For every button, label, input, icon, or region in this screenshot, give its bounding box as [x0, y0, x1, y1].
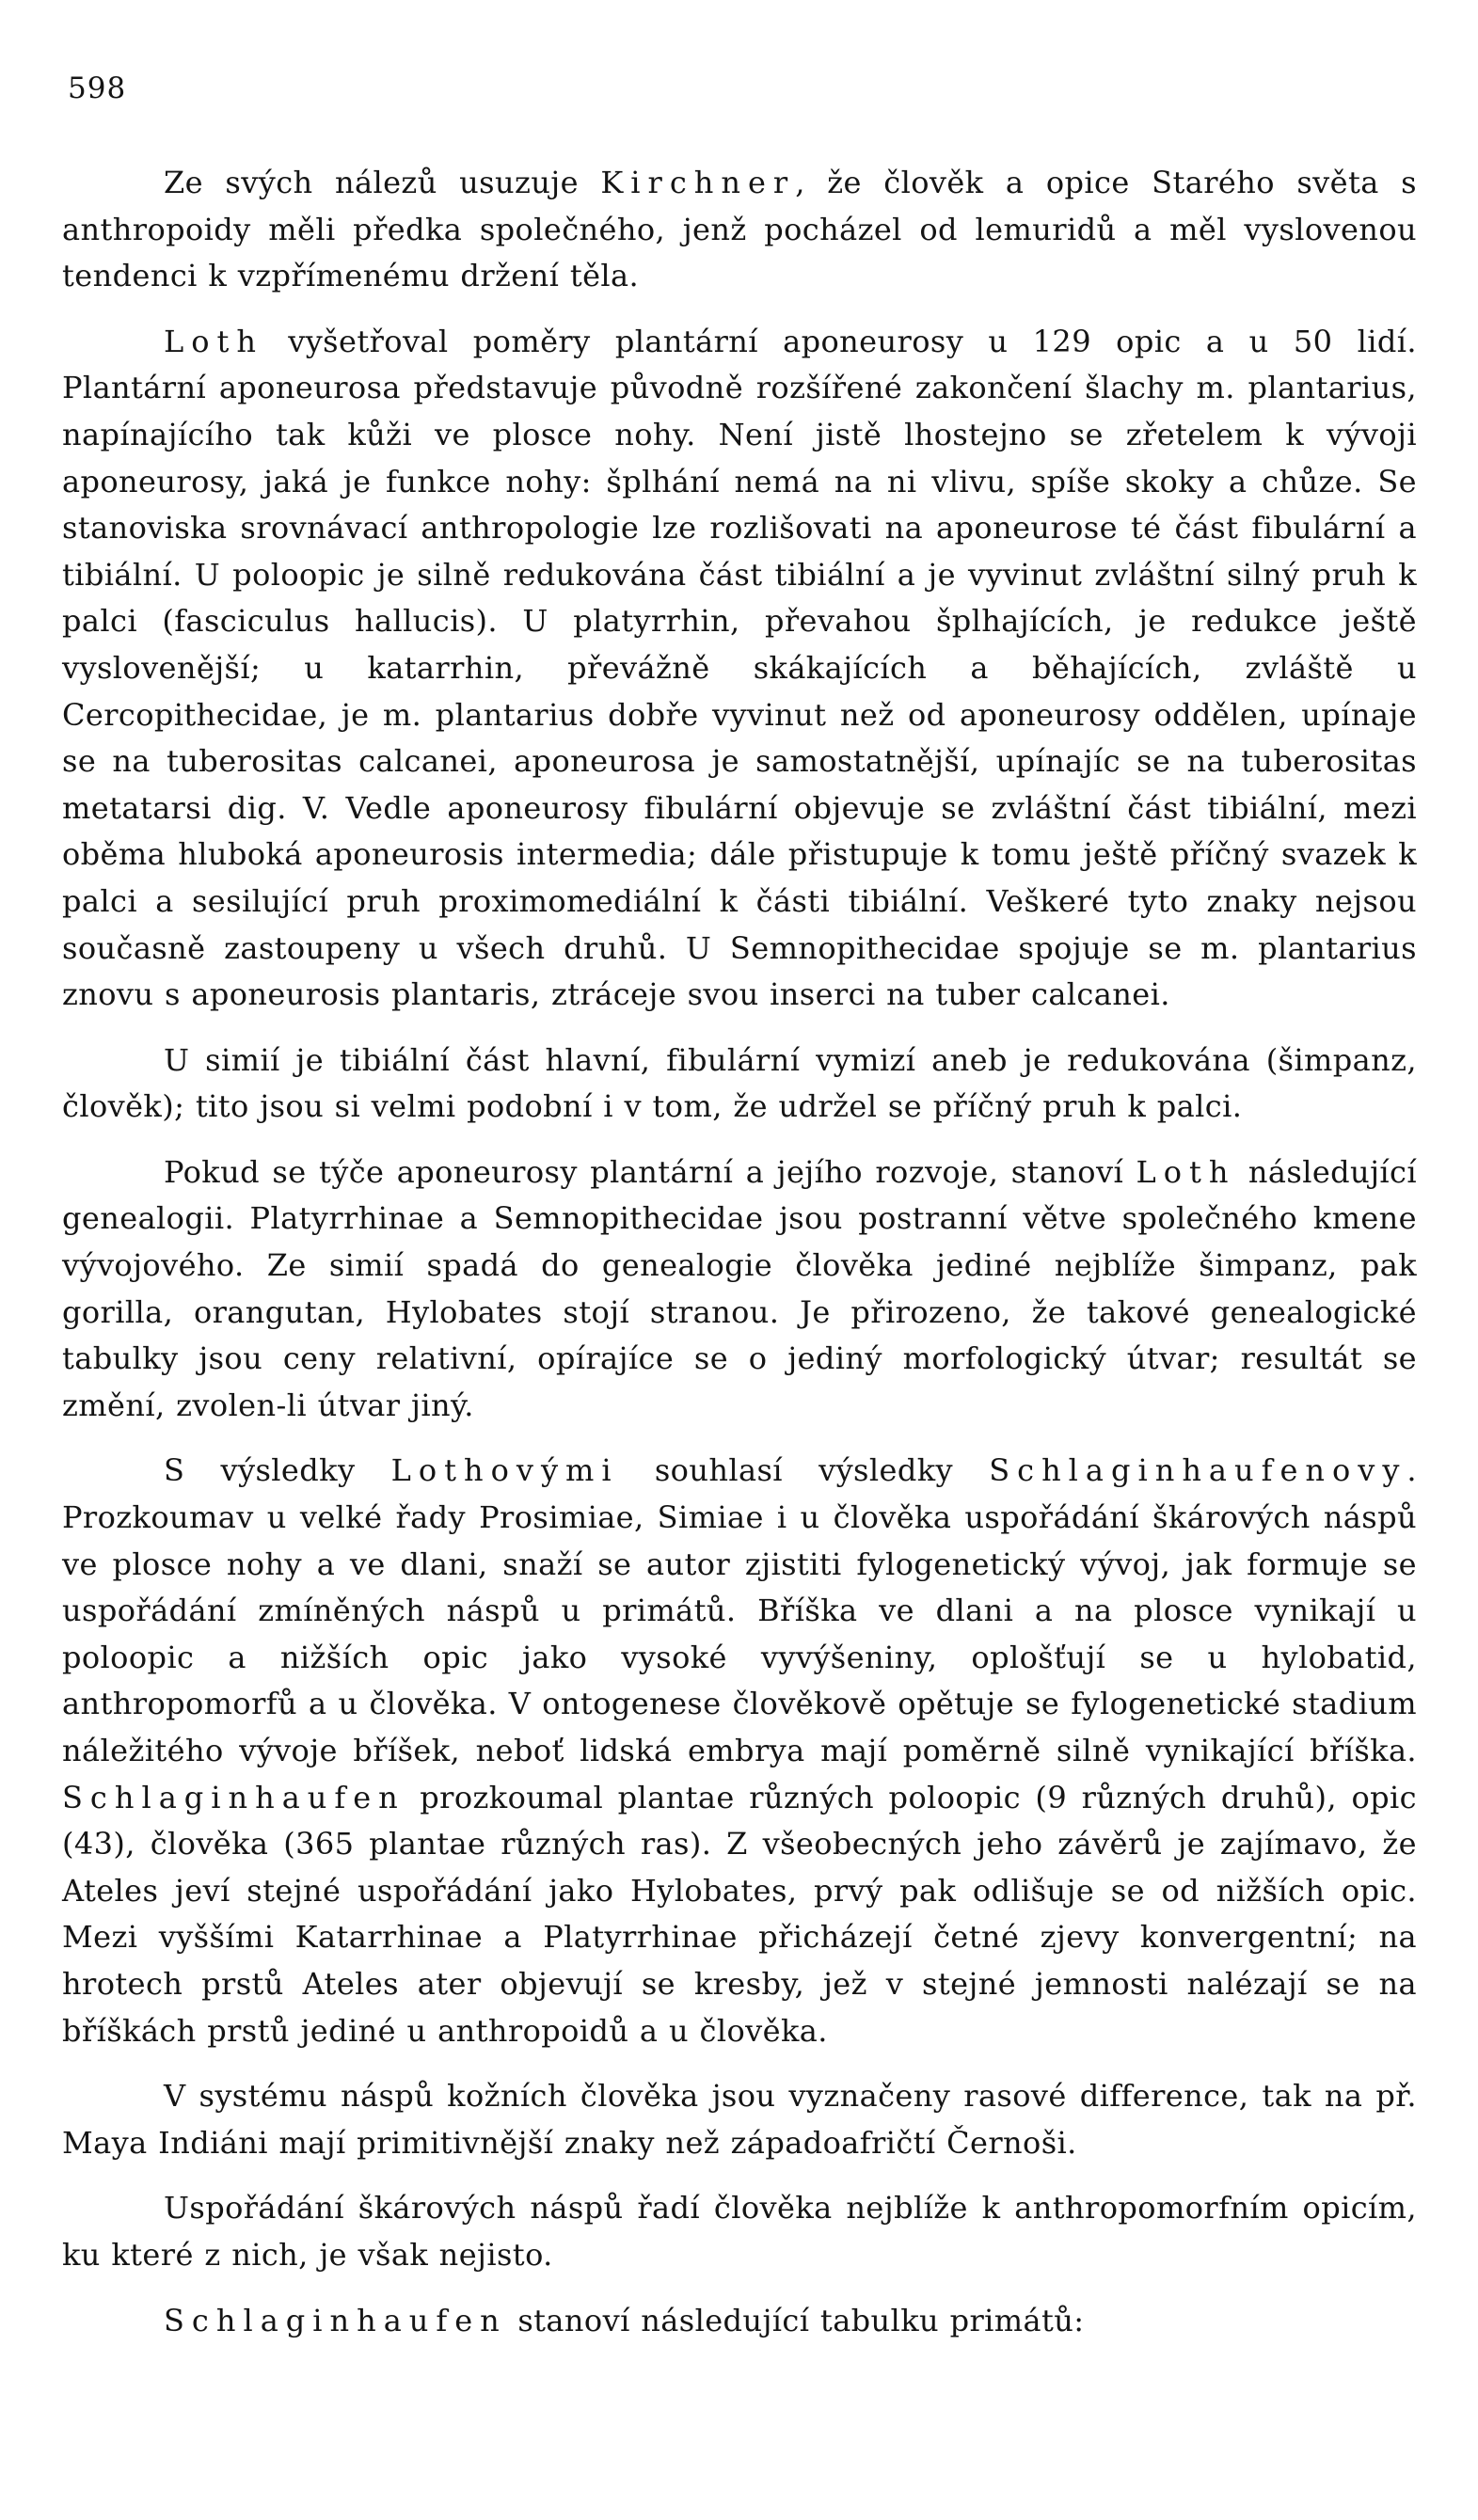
- para-1-lead: Ze svých nálezů usuzuje: [164, 165, 601, 200]
- author-loth-genealogy: Loth: [1136, 1153, 1236, 1190]
- paragraph-primate-table-intro: [62, 2298, 1417, 2345]
- para-1-text: , že člověk a opice Starého světa s anthropoidy měli předka společného, jenž pocházel od lemuridů a měl vyslovenou tendenci k vzpřímenému držení těla.: [62, 165, 1417, 294]
- para-5-text3: prozkoumal plantae různých poloopic (9 různých druhů), opic (43), člověka (365 plantae různých ras). Z všeobecných jeho závěrů je zajímavo, že Ateles jeví stejné uspořádání jako Hylobates, prvý pak odlišuje se od nižších opic. Mezi vyššími Katarrhinae a Platyrrhinae přicházejí četné zjevy konvergentní; na hrotech prstů Ateles ater objevují se kresby, jež v stejné jemnosti nalézají se na bříškách prstů jediné u anthropoidů a u člověka.: [62, 1779, 1417, 2049]
- para-3-lead: U simií je tibiální část hlavní, fibulární vymizí aneb je redukována (šimpanz, člověk); tito jsou si velmi podobní i v tom, že udržel se příčný pruh k palci.: [62, 1041, 1417, 1125]
- para-2-text: vyšetřoval poměry plantární aponeurosy u 129 opic a u 50 lidí. Plantární aponeurosa představuje původně rozšířené zakončení šlachy m. plantarius, napínajícího tak kůži ve plosce nohy. Není jistě lhostejno se zřetelem k vývoji aponeurosy, jaká je funkce nohy: šplhání nemá na ni vlivu, spíše skoky a chůze. Se stanoviska srovnávací anthropologie lze rozlišovati na aponeurose té část fibulární a tibiální. U poloopic je silně redukována část tibiální a je vyvinut zvláštní silný pruh k palci (fasciculus hallucis). U platyrrhin, převahou šplhajících, je redukce ještě vyslovenější; u katarrhin, převážně skákajících a běhajících, zvláště u Cercopithecidae, je m. plantarius dobře vyvinut než od aponeurosy oddělen, upínaje se na tuberositas calcanei, aponeurosa je samostatnější, upínajíc se na tuberositas metatarsi dig. V. Vedle aponeurosy fibulární objevuje se zvláštní část tibiální, mezi oběma hluboká aponeurosis intermedia; dále přistupuje k tomu ještě příčný svazek k palci a sesilující pruh proximomediální k části tibiální. Veškeré tyto znaky nejsou současně zastoupeny u všech druhů. U Semnopithecidae spojuje se m. plantarius znovu s aponeurosis plantaris, ztráceje svou inserci na tuber calcanei.: [62, 323, 1417, 1013]
- para-4-lead: Pokud se týče aponeurosy plantární a jejího rozvoje, stanoví: [164, 1153, 1136, 1190]
- para-5-text2: . Prozkoumav u velké řady Prosimiae, Simiae i u člověka uspořádání škárových náspů ve plosce nohy a ve dlani, snaží se autor zjistiti fylogenetický vývoj, jak formuje se uspořádání zmíněných náspů u primátů. Bříška ve dlani a na plosce vynikají u poloopic a nižších opic jako vysoké vyvýšeniny, oplošťují se u hylobatid, anthropomorfů a u člověka. V ontogenese člověkově opětuje se fylogenetické stadium náležitého vývoje bříšek, neboť lidská embrya mají poměrně silně vynikající bříška.: [62, 1452, 1417, 1768]
- para-5-text: souhlasí výsledky: [618, 1452, 990, 1489]
- author-kirchner: Kirchner: [600, 165, 796, 200]
- paragraph-anthropomorphs: [62, 2185, 1417, 2278]
- para-6-lead: V systému náspů kožních člověka jsou vyznačeny rasové differencе, tak na př. Maya Indiáni mají primitivnější znaky než západoafričtí Černoši.: [62, 2078, 1417, 2161]
- paragraph-schlaginhaufen-results: [62, 1448, 1417, 2054]
- body-text: [62, 160, 1417, 2363]
- para-5-lead: S výsledky: [164, 1452, 391, 1489]
- page-number: 598: [68, 71, 127, 105]
- author-lothovymi: Lothovými: [390, 1452, 619, 1489]
- para-7-lead: Uspořádání škárových náspů řadí člověka nejblíže k anthropomorfním opicím, ku které z nich, je však nejisto.: [62, 2190, 1417, 2273]
- para-8-text: stanoví následující tabulku primátů:: [506, 2302, 1085, 2338]
- paragraph-kirchner: [62, 160, 1417, 300]
- author-loth: Loth: [164, 323, 263, 359]
- author-schlaginhaufenovy: Schlaginhaufenovy: [989, 1452, 1407, 1489]
- paragraph-loth-genealogy: [62, 1149, 1417, 1430]
- paragraph-loth-aponeurosis: [62, 319, 1417, 1019]
- paragraph-racial-differences: [62, 2073, 1417, 2166]
- paragraph-simiae: [62, 1038, 1417, 1131]
- author-schlaginhaufen: Schlaginhaufen: [62, 1779, 405, 1815]
- para-4-text: následující genealogii. Platyrrhinae a Semnopithecidae jsou postranní větve společného kmene vývojového. Ze simií spadá do genealogie člověka jediné nejblíže šimpanz, pak gorilla, orangutan, Hylobates stojí stranou. Je přirozeno, že takové genealogické tabulky jsou ceny relativní, opírajíce se o jediný morfologický útvar; resultát se změní, zvolen-li útvar jiný.: [62, 1153, 1417, 1423]
- author-schlaginhaufen-table: Schlaginhaufen: [164, 2302, 507, 2338]
